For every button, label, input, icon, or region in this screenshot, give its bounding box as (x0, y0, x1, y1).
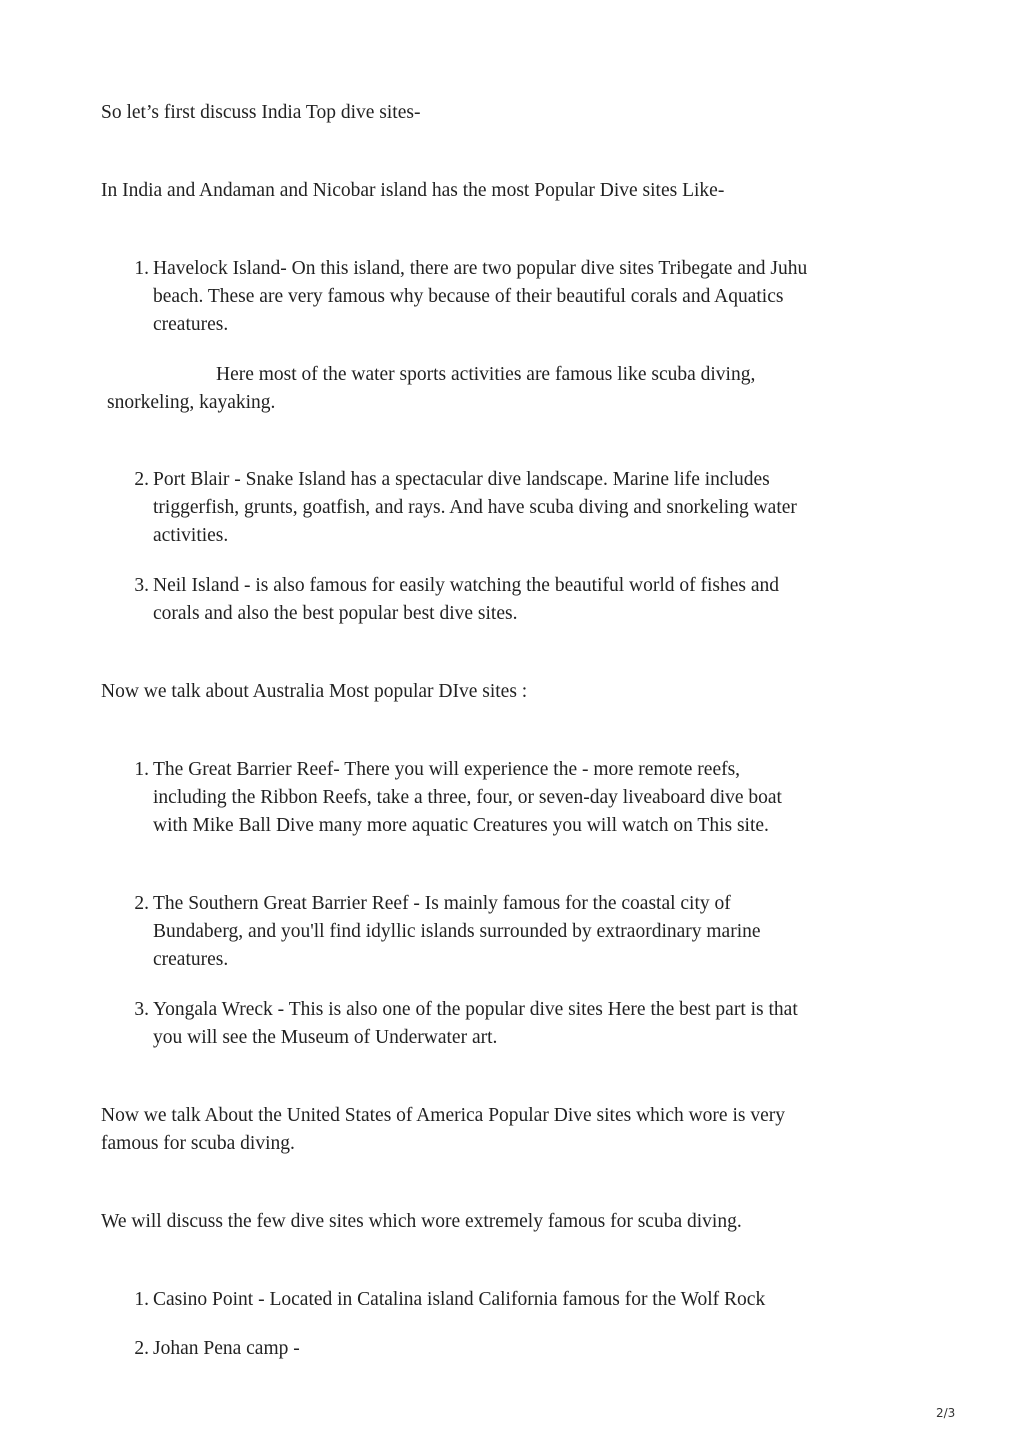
list-item-text: triggerfish, grunts, goatfish, and rays. And have scuba diving and snorkeling water (153, 497, 797, 518)
list-item-text: creatures. (153, 949, 229, 970)
usa-discuss-paragraph: We will discuss the few dive sites which wore extremely famous for scuba diving. (101, 1211, 742, 1232)
india-note-paragraph: snorkeling, kayaking. (107, 392, 276, 413)
list-item-text: The Great Barrier Reef- There you will experience the - more remote reefs, (153, 759, 741, 780)
list-item-number: 2. (134, 469, 149, 490)
list-item-number: 2. (134, 893, 149, 914)
page-number: 2/3 (936, 1406, 956, 1420)
list-item-text: Neil Island - is also famous for easily watching the beautiful world of fishes and (153, 575, 780, 596)
list-item-number: 2. (134, 1338, 149, 1359)
list-item-number: 1. (134, 759, 149, 780)
list-item-text: activities. (153, 525, 229, 546)
list-item-number: 1. (134, 258, 149, 279)
list-item-text: The Southern Great Barrier Reef - Is mainly famous for the coastal city of (153, 893, 731, 914)
list-item-text: Port Blair - Snake Island has a spectacular dive landscape. Marine life includes (153, 469, 770, 490)
intro-heading: So let’s first discuss India Top dive sites- (101, 102, 421, 123)
list-item-text: Yongala Wreck - This is also one of the popular dive sites Here the best part is that (153, 999, 798, 1020)
india-note-paragraph: Here most of the water sports activities are famous like scuba diving, (216, 364, 756, 385)
list-item-text: Havelock Island- On this island, there are two popular dive sites Tribegate and Juhu (153, 258, 808, 279)
list-item-text: you will see the Museum of Underwater art. (153, 1027, 498, 1048)
india-lead-paragraph: In India and Andaman and Nicobar island has the most Popular Dive sites Like- (101, 180, 725, 201)
usa-lead-paragraph: famous for scuba diving. (101, 1133, 295, 1154)
list-item-text: with Mike Ball Dive many more aquatic Creatures you will watch on This site. (153, 815, 769, 836)
list-item-number: 3. (134, 575, 149, 596)
list-item-text: beach. These are very famous why because of their beautiful corals and Aquatics (153, 286, 784, 307)
list-item-text: creatures. (153, 314, 229, 335)
list-item-number: 1. (134, 1289, 149, 1310)
list-item-text: corals and also the best popular best dive sites. (153, 603, 518, 624)
list-item-text: Casino Point - Located in Catalina island California famous for the Wolf Rock (153, 1289, 766, 1310)
australia-lead-paragraph: Now we talk about Australia Most popular DIve sites : (101, 681, 528, 702)
usa-lead-paragraph: Now we talk About the United States of America Popular Dive sites which wore is very (101, 1105, 785, 1126)
list-item-text: including the Ribbon Reefs, take a three, four, or seven-day liveaboard dive boat (153, 787, 782, 808)
list-item-text: Bundaberg, and you'll find idyllic islands surrounded by extraordinary marine (153, 921, 761, 942)
list-item-number: 3. (134, 999, 149, 1020)
list-item-text: Johan Pena camp - (153, 1338, 300, 1359)
